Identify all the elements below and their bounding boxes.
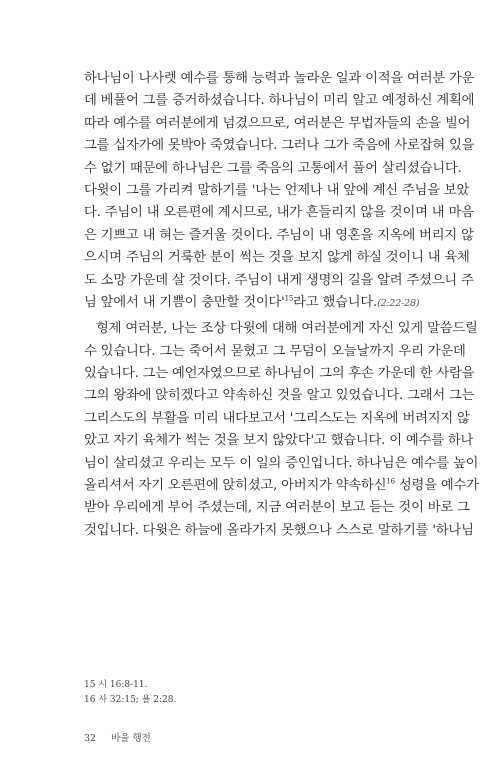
- text-line: 님이 살리셨고 우리는 모두 이 일의 증인입니다. 하나님은 예수를 높이: [84, 455, 479, 471]
- text-line: 그리스도의 부활을 미리 내다보고서 '그리스도는 지옥에 버려지지 않: [84, 410, 470, 426]
- quote-tail-text: 라고 했습니다.: [293, 294, 378, 310]
- paragraph-1: [84, 68, 475, 314]
- text-line: 그의 왕좌에 앉히겠다고 약속하신 것을 알고 있었습니다. 그래서 그는: [84, 388, 475, 404]
- text-line: 따라 예수를 여러분에게 넘겼으므로, 여러분은 무법자들의 손을 빌어: [84, 115, 471, 131]
- text-line: 으시며 주님의 거룩한 분이 썩는 것을 보지 않게 하실 것이니 내 육체: [84, 250, 470, 266]
- line-text-after-marker: 성령을 예수가: [394, 478, 479, 494]
- scripture-reference: (2:22-28): [377, 297, 420, 309]
- text-line: [84, 475, 479, 497]
- line-text-before-marker: 올리셔서 자기 오른편에 앉히셨고, 아버지가 약속하신: [84, 478, 387, 494]
- text-line: 받아 우리에게 부어 주셨는데, 지금 여러분이 보고 듣는 것이 바로 그: [84, 500, 470, 516]
- paragraph-2: [84, 318, 479, 542]
- footnote-marker-15: 15: [284, 294, 294, 303]
- text-line: 았고 자기 육체가 썩는 것을 보지 않았다'고 했습니다. 이 예수를 하나: [84, 433, 474, 449]
- text-line: 도 소망 가운데 살 것이다. 주님이 내게 생명의 길을 알려 주셨으니 주: [84, 272, 474, 288]
- footnote-16: 16 사 32:15; 욜 2:28.: [84, 695, 177, 705]
- text-line: 하나님이 나사렛 예수를 통해 능력과 놀라운 일과 이적을 여러분 가운: [84, 71, 475, 86]
- text-line: 데 베풀어 그를 증거하셨습니다. 하나님이 미리 알고 예정하신 계획에: [84, 93, 475, 109]
- text-line: 것입니다. 다윗은 하늘에 올라가지 못했으나 스스로 말하기를 '하나님: [84, 522, 474, 538]
- text-line: 다윗이 그를 가리켜 말하기를 '나는 언제나 내 앞에 계신 주님을 보았: [84, 182, 470, 198]
- text-line: 수 있습니다. 그는 죽어서 묻혔고 그 무덤이 오늘날까지 우리 가운데: [84, 343, 466, 359]
- text-line: 수 없기 때문에 하나님은 그를 죽음의 고통에서 풀어 살리셨습니다.: [84, 160, 462, 176]
- text-line: 은 기쁘고 내 혀는 즐거울 것이다. 주님이 내 영혼을 지옥에 버리지 않: [84, 227, 474, 243]
- text-line: 있습니다. 그는 예언자였으므로 하나님이 그의 후손 가운데 한 사람을: [84, 366, 475, 382]
- text-line-last: [84, 292, 456, 314]
- text-line: 형제 여러분, 나는 조상 다윗에 대해 여러분에게 자신 있게 말씀드릴: [96, 321, 478, 337]
- running-title: 바울 행전: [111, 733, 151, 744]
- quote-end-text: 님 앞에서 내 기쁨이 충만할 것이다': [84, 294, 285, 310]
- footnote-marker-16: 16: [386, 477, 395, 486]
- text-line: 그를 십자가에 못박아 죽였습니다. 그러나 그가 죽음에 사로잡혀 있을: [84, 138, 475, 154]
- page-number: 32: [84, 733, 97, 744]
- footnotes: [84, 678, 456, 708]
- page-footer: [84, 730, 151, 744]
- footnote-15: 15 시 16:8-11.: [84, 680, 148, 690]
- text-line: 다. 주님이 내 오른편에 계시므로, 내가 흔들리지 않을 것이며 내 마음: [84, 205, 474, 221]
- body-text: [84, 68, 479, 542]
